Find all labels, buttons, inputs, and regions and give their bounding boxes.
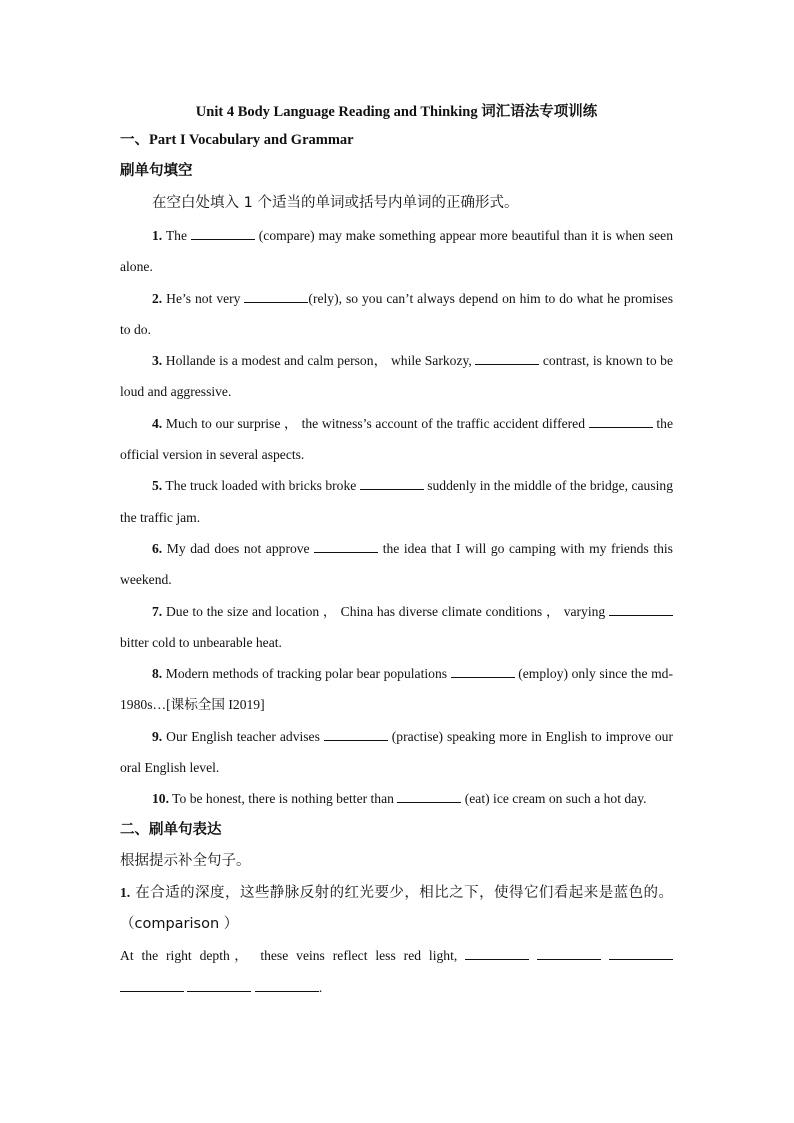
document-content <box>120 99 673 1004</box>
fill-in-list <box>120 220 673 815</box>
part1-subheading: 刷单句填空 <box>120 163 193 179</box>
answer-blank[interactable] <box>255 979 319 992</box>
question-text-after: (practise) speaking more in English to improve our oral English level. <box>120 728 673 776</box>
answer-blank[interactable] <box>360 477 424 490</box>
question-text-before: Due to the size and location ， China has diverse climate conditions ， varying <box>162 603 609 619</box>
question-item <box>120 596 673 659</box>
question-number: 1. <box>152 228 163 243</box>
question-number: 4. <box>152 415 163 431</box>
question-text-before: He’s not very <box>162 290 245 306</box>
english-sentence-line: At the right depth， these veins reflect less red light, . <box>120 940 673 1004</box>
question-number: 2. <box>152 290 163 306</box>
question-number: 3. <box>152 353 163 369</box>
question-text-before: Much to our surprise ， the witness’s account of the traffic accident differed <box>162 415 589 431</box>
answer-blank[interactable] <box>589 415 653 428</box>
question-number: 8. <box>152 666 163 682</box>
question-text-before: Hollande is a modest and calm person， while Sarkozy, <box>162 353 476 369</box>
answer-blank[interactable] <box>609 603 673 616</box>
question-item <box>120 658 673 721</box>
question-item <box>120 283 673 346</box>
question-text-after: (eat) ice cream on such a hot day. <box>461 791 647 807</box>
question-text-after: suddenly in the middle of the bridge, causing the traffic jam. <box>120 478 673 525</box>
question-number: 10. <box>152 791 169 807</box>
question-text-before: My dad does not approve <box>162 540 315 556</box>
question-item <box>120 783 673 814</box>
question-number: 7. <box>152 603 163 619</box>
english-sentence: At the right depth， these veins reflect less red light, <box>120 947 466 963</box>
question-text-before: The truck loaded with bricks broke <box>162 478 360 494</box>
question-number: 5. <box>152 478 163 494</box>
question-text-after: (employ) only since the md-1980s…[课标全国 I2019] <box>120 666 673 713</box>
question-item <box>120 220 673 283</box>
answer-blank[interactable] <box>314 540 378 553</box>
answer-blank[interactable] <box>244 290 308 303</box>
question-item <box>120 470 673 533</box>
answer-blank[interactable] <box>475 352 539 365</box>
question-number: 6. <box>152 540 163 556</box>
part1-instruction: 在空白处填入 1 个适当的单词或括号内单词的正确形式。 <box>152 195 519 211</box>
question-text-after: the official version in several aspects. <box>120 415 673 463</box>
answer-blank[interactable] <box>187 979 251 992</box>
part1-heading: 一、Part I Vocabulary and Grammar <box>120 132 354 148</box>
translation-prompt <box>120 877 673 940</box>
question-text-before: Modern methods of tracking polar bear populations <box>162 666 451 682</box>
answer-blank[interactable] <box>537 947 601 960</box>
question-text-before: The <box>162 228 191 243</box>
part2-heading: 二、刷单句表达 <box>120 821 222 838</box>
question-text-after: (compare) may make something appear more beautiful than it is when seen alone. <box>120 228 673 275</box>
answer-blank[interactable] <box>397 790 461 803</box>
answer-blank[interactable] <box>324 728 388 741</box>
question-number: 9. <box>152 728 163 744</box>
answer-blank[interactable] <box>451 665 515 678</box>
question-number: 1. <box>120 884 131 900</box>
part2-instruction: 根据提示补全句子。 <box>120 852 251 869</box>
question-item <box>120 721 673 784</box>
question-text-after: the idea that I will go camping with my friends this weekend. <box>120 540 673 588</box>
hint-word: （comparison ） <box>120 915 239 932</box>
question-text-after: bitter cold to unbearable heat. <box>120 634 282 650</box>
question-item <box>120 345 673 408</box>
question-text-after: contrast, is known to be loud and aggressive. <box>120 353 673 400</box>
answer-blank[interactable] <box>120 979 184 992</box>
question-text-before: To be honest, there is nothing better than <box>169 791 398 807</box>
answer-blank[interactable] <box>609 947 673 960</box>
question-item <box>120 533 673 596</box>
answer-blank[interactable] <box>191 227 255 240</box>
question-text-before: Our English teacher advises <box>162 728 324 744</box>
chinese-sentence: 在合适的深度，这些静脉反射的红光要少，相比之下，使得它们看起来是蓝色的。 <box>130 884 673 901</box>
document-title: Unit 4 Body Language Reading and Thinking 词汇语法专项训练 <box>195 104 598 120</box>
question-item <box>120 408 673 471</box>
answer-blank[interactable] <box>465 947 529 960</box>
question-text-after: (rely), so you can’t always depend on him to do what he promises to do. <box>120 290 673 337</box>
